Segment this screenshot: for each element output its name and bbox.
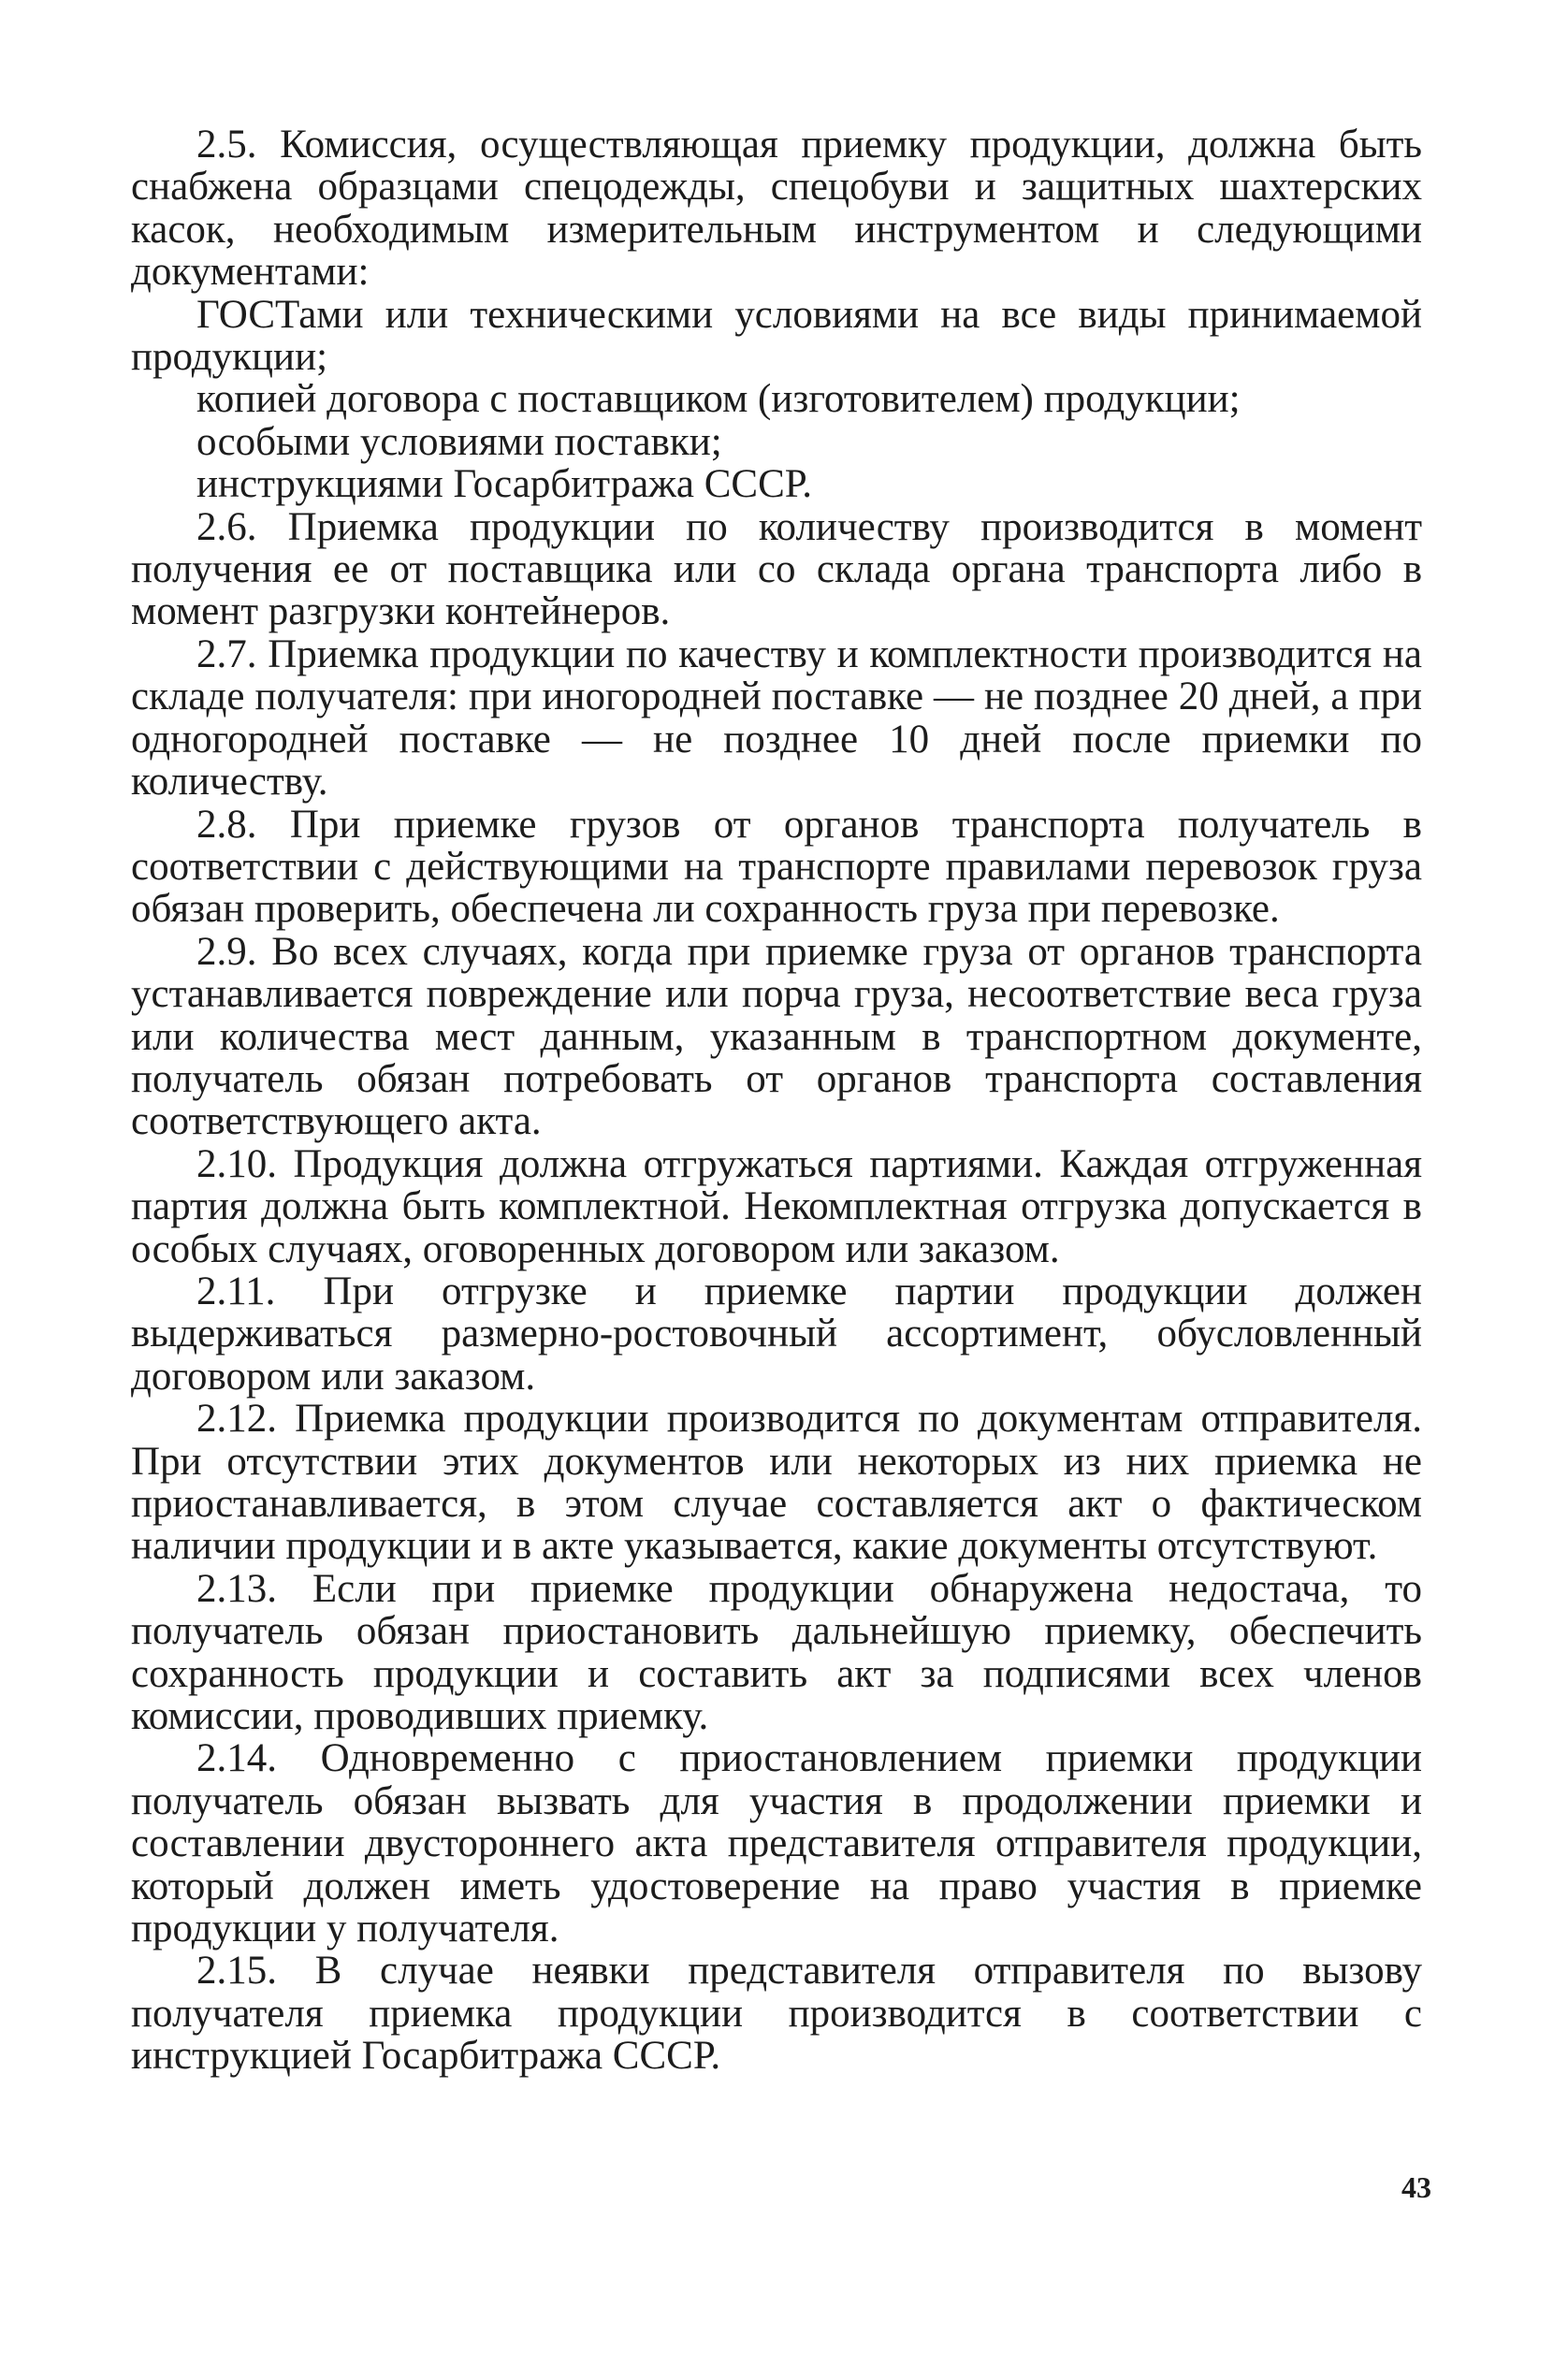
list-item-instructions: инструкциями Госарбитража СССР. bbox=[196, 462, 813, 507]
list-item-contract-copy: копией договора с поставщиком (изготовителем) продукции; bbox=[196, 377, 1241, 422]
paragraph-2-7: 2.7. Приемка продукции по качеству и комплектности производится на складе получателя: при иногородней поставке — не позднее 20 дней, а при одногородней поставке — не позднее 10 дней после приемки по количеству. bbox=[131, 631, 1422, 805]
paragraph-2-9: 2.9. Во всех случаях, когда при приемке груза от органов транспорта устанавливается повреждение или порча груза, несоответствие веса груза или количества мест данным, указанным в транспортном документе, получатель обязан потребовать от органов транспорта составления соответствующего акта. bbox=[131, 929, 1422, 1144]
paragraph-2-12: 2.12. Приемка продукции производится по документам отправителя. При отсутствии этих документов или некоторых из них приемка не приостанавливается, в этом случае составляется акт о фактическом наличии продукции и в акте указывается, какие документы отсутствуют. bbox=[131, 1397, 1422, 1569]
list-item-special-conditions: особыми условиями поставки; bbox=[196, 419, 722, 464]
paragraph-2-10: 2.10. Продукция должна отгружаться партиями. Каждая отгруженная партия должна быть комплектной. Некомплектная отгрузка допускается в особых случаях, оговоренных договором или заказом. bbox=[131, 1141, 1422, 1271]
page-number: 43 bbox=[1401, 2170, 1431, 2204]
paragraph-2-8: 2.8. При приемке грузов от органов транспорта получатель в соответствии с действующими на транспорте правилами перевозок груза обязан проверить, обеспечена ли сохранность груза при перевозке. bbox=[131, 802, 1422, 932]
paragraph-2-5: 2.5. Комиссия, осуществляющая приемку продукции, должна быть снабжена образцами спецодежды, спецобуви и защитных шахтерских касок, необходимым измерительным инструментом и следующими документами: bbox=[131, 123, 1422, 295]
paragraph-2-14: 2.14. Одновременно с приостановлением приемки продукции получатель обязан вызвать для участия в продолжении приемки и составлении двустороннего акта представителя отправителя продукции, который должен иметь удостоверение на право участия в приемке продукции у получателя. bbox=[131, 1736, 1422, 1951]
paragraph-2-6: 2.6. Приемка продукции по количеству производится в момент получения ее от поставщика или со склада органа транспорта либо в момент разгрузки контейнеров. bbox=[131, 504, 1422, 634]
paragraph-2-15: 2.15. В случае неявки представителя отправителя по вызову получателя приемка продукции производится в соответствии с инструкцией Госарбитража СССР. bbox=[131, 1949, 1422, 2079]
paragraph-2-13: 2.13. Если при приемке продукции обнаружена недостача, то получатель обязан приостановить дальнейшую приемку, обеспечить сохранность продукции и составить акт за подписями всех членов комиссии, проводивших приемку. bbox=[131, 1566, 1422, 1739]
body-text bbox=[131, 123, 1422, 2078]
list-item-gost: ГОСТами или техническими условиями на все виды принимаемой продукции; bbox=[131, 292, 1422, 380]
paragraph-2-11: 2.11. При отгрузке и приемке партии продукции должен выдерживаться размерно-ростовочный ассортимент, обусловленный договором или заказом. bbox=[131, 1269, 1422, 1399]
